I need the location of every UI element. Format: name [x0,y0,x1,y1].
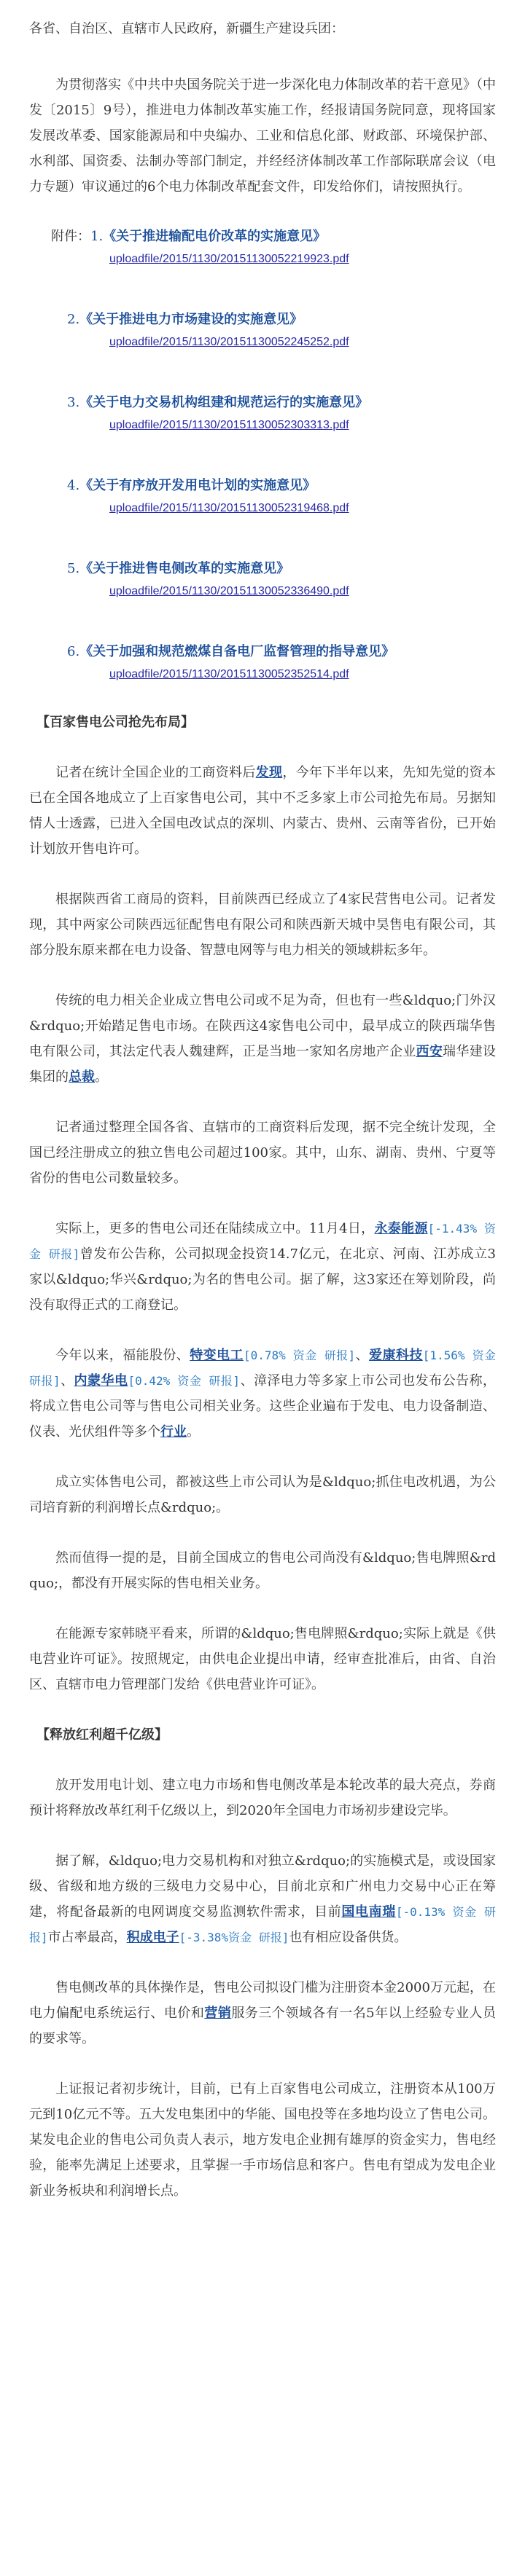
keyword-link[interactable]: 营销 [204,2006,232,2021]
paragraph: 上证报记者初步统计，目前，已有上百家售电公司成立，注册资本从100万元到10亿元不等。五大发电集团中的华能、国电投等在多地均设立了售电公司。某发电企业的售电公司负责人表示，地方发电企业拥有雄厚的资金实力，售电经验，能率先满足上述要求，且掌握一手市场信息和客户。售电有望成为发电企业新业务板块和利润增长点。 [29,2081,496,2199]
attachment-file-link[interactable]: uploadfile/2015/1130/20151130052219923.pdf [109,253,349,265]
paragraph: 记者通过整理全国各省、直辖市的工商资料后发现，据不完全统计发现，全国已经注册成立的独立售电公司超过100家。其中，山东、湖南、贵州、宁夏等省份的售电公司数量较多。 [29,1120,496,1186]
attachment-number: 1. [90,229,104,244]
attachment-file-link[interactable]: uploadfile/2015/1130/20151130052245252.pdf [109,336,349,348]
attachment-number: 5. [67,561,80,576]
paragraph: 售电侧改革的具体操作是，售电公司拟设门槛为注册资本金2000万元起，在电力偏配电系统运行、电价和营销服务三个领域各有一名5年以上经验专业人员的要求等。 [29,1980,497,2046]
attachments-prefix: 附件： [51,229,90,244]
stock-quote-link[interactable]: [-1.43% 资金 研报] [29,1222,496,1261]
attachment-title-link[interactable]: 《关于推进电力市场建设的实施意见》 [79,312,303,327]
attachment-title-link[interactable]: 《关于推进输配电价改革的实施意见》 [103,229,327,244]
section-heading: 【百家售电公司抢先布局】 [36,715,194,730]
attachment-item [29,224,496,270]
stock-name-link[interactable]: 国电南瑞 [341,1904,396,1920]
stock-quote-link[interactable]: [-0.13% 资金 研报] [29,1905,497,1944]
attachment-file-link[interactable]: uploadfile/2015/1130/20151130052303313.pdf [109,419,349,431]
paragraph: 然而值得一提的是，目前全国成立的售电公司尚没有&ldquo;售电牌照&rdquo;，都没有开展实际的售电相关业务。 [29,1550,496,1591]
intro-paragraph: 为贯彻落实《中共中央国务院关于进一步深化电力体制改革的若干意见》（中发〔2015〕9号），推进电力体制改革实施工作，经报请国务院同意，现将国家发展改革委、国家能源局和中央编办、工业和信息化部、财政部、环境保护部、水利部、国资委、法制办等部门制定，并经经济体制改革工作部际联席会议（电力专题）审议通过的6个电力体制改革配套文件，印发给你们，请按照执行。 [29,77,496,195]
stock-name-link[interactable]: 永泰能源 [374,1221,428,1236]
paragraph: 根据陕西省工商局的资料，目前陕西已经成立了4家民营售电公司。记者发现，其中两家公司陕西远征配售电有限公司和陕西新天城中昊售电有限公司，其部分股东原来都在电力设备、智慧电网等与电力相关的领域耕耘多年。 [29,892,496,958]
section-heading: 【释放红利超千亿级】 [36,1727,168,1743]
attachment-item [29,640,496,685]
attachment-title-link[interactable]: 《关于有序放开发用电计划的实施意见》 [79,478,316,493]
paragraph: 成立实体售电公司，都被这些上市公司认为是&ldquo;抓住电改机遇，为公司培育新的利润增长点&rdquo;。 [29,1474,496,1515]
attachment-list [29,224,496,685]
attachment-item [29,557,496,602]
attachment-file-link[interactable]: uploadfile/2015/1130/20151130052336490.pdf [109,585,349,597]
stock-quote-link[interactable]: [1.56% 资金 研报] [29,1348,497,1388]
stock-name-link[interactable]: 特变电工 [190,1348,244,1363]
stock-name-link[interactable]: 内蒙华电 [74,1373,128,1389]
keyword-link[interactable]: 总裁 [69,1069,95,1085]
paragraph: 传统的电力相关企业成立售电公司或不足为奇，但也有一些&ldquo;门外汉&rdquo;开始踏足售电市场。在陕西这4家售电公司中，最早成立的陕西瑞华售电有限公司，其法定代表人魏建辉，正是当地一家知名房地产企业西安瑞华建设集团的总裁。 [29,993,497,1085]
attachment-item [29,307,496,353]
attachment-title-link[interactable]: 《关于电力交易机构组建和规范运行的实施意见》 [79,395,369,410]
attachment-file-link[interactable]: uploadfile/2015/1130/20151130052319468.pdf [109,502,349,514]
paragraph: 放开发用电计划、建立电力市场和售电侧改革是本轮改革的最大亮点，券商预计将释放改革红利千亿级以上，到2020年全国电力市场初步建设完毕。 [29,1778,496,1818]
attachment-title-link[interactable]: 《关于加强和规范燃煤自备电厂监督管理的指导意见》 [79,644,395,659]
paragraph: 记者在统计全国企业的工商资料后发现，今年下半年以来，先知先觉的资本已在全国各地成立了上百家售电公司，其中不乏多家上市公司抢先布局。另据知情人士透露，已进入全国电改试点的深圳、内蒙古、贵州、云南等省份，已开始计划放开售电许可。 [29,765,496,857]
paragraph: 在能源专家韩晓平看来，所谓的&ldquo;售电牌照&rdquo;实际上就是《供电营业许可证》。按照规定，由供电企业提出申请，经审查批准后，由省、自治区、直辖市电力管理部门发给《供电营业许可证》。 [29,1626,496,1692]
attachment-number: 4. [67,478,80,493]
attachment-file-link[interactable]: uploadfile/2015/1130/20151130052352514.pdf [109,668,349,680]
stock-quote-link[interactable]: [0.42% 资金 研报] [128,1374,240,1388]
attachment-number: 3. [67,395,80,410]
stock-quote-link[interactable]: [0.78% 资金 研报] [243,1348,356,1362]
attachment-number: 6. [67,644,80,659]
attachment-item [29,390,496,436]
keyword-link[interactable]: 西安 [416,1044,443,1059]
attachment-item [29,474,496,519]
stock-name-link[interactable]: 积成电子 [126,1930,179,1945]
paragraph: 今年以来，福能股份、特变电工[0.78% 资金 研报]、爱康科技[1.56% 资金 研报]、内蒙华电[0.42% 资金 研报]、漳泽电力等多家上市公司也发布公告称，将成立售电公司等与售电公司相关业务。这些企业遍布于发电、电力设备制造、仪表、光伏组件等多个行业。 [29,1348,497,1440]
paragraph: 实际上，更多的售电公司还在陆续成立中。11月4日，永泰能源[-1.43% 资金 研报]曾发布公告称，公司拟现金投资14.7亿元，在北京、河南、江苏成立3家以&ldquo;华兴&rdquo;为名的售电公司。据了解，这3家还在筹划阶段，尚没有取得正式的工商登记。 [29,1221,496,1313]
keyword-link[interactable]: 行业 [160,1424,187,1440]
paragraph: 据了解，&ldquo;电力交易机构和对独立&rdquo;的实施模式是，或设国家级、省级和地方级的三级电力交易中心，目前北京和广州电力交易中心正在筹建，将配备最新的电网调度交易监测软件需求，目前国电南瑞[-0.13% 资金 研报]市占率最高，积成电子[-3.38%资金 研报]也有相应设备供货。 [29,1853,497,1945]
attachment-number: 2. [67,312,80,327]
salutation: 各省、自治区、直辖市人民政府，新疆生产建设兵团： [29,21,344,36]
attachment-title-link[interactable]: 《关于推进售电侧改革的实施意见》 [79,561,290,576]
keyword-link[interactable]: 发现 [255,765,283,780]
stock-name-link[interactable]: 爱康科技 [369,1348,423,1363]
stock-quote-link[interactable]: [-3.38%资金 研报] [179,1931,289,1944]
